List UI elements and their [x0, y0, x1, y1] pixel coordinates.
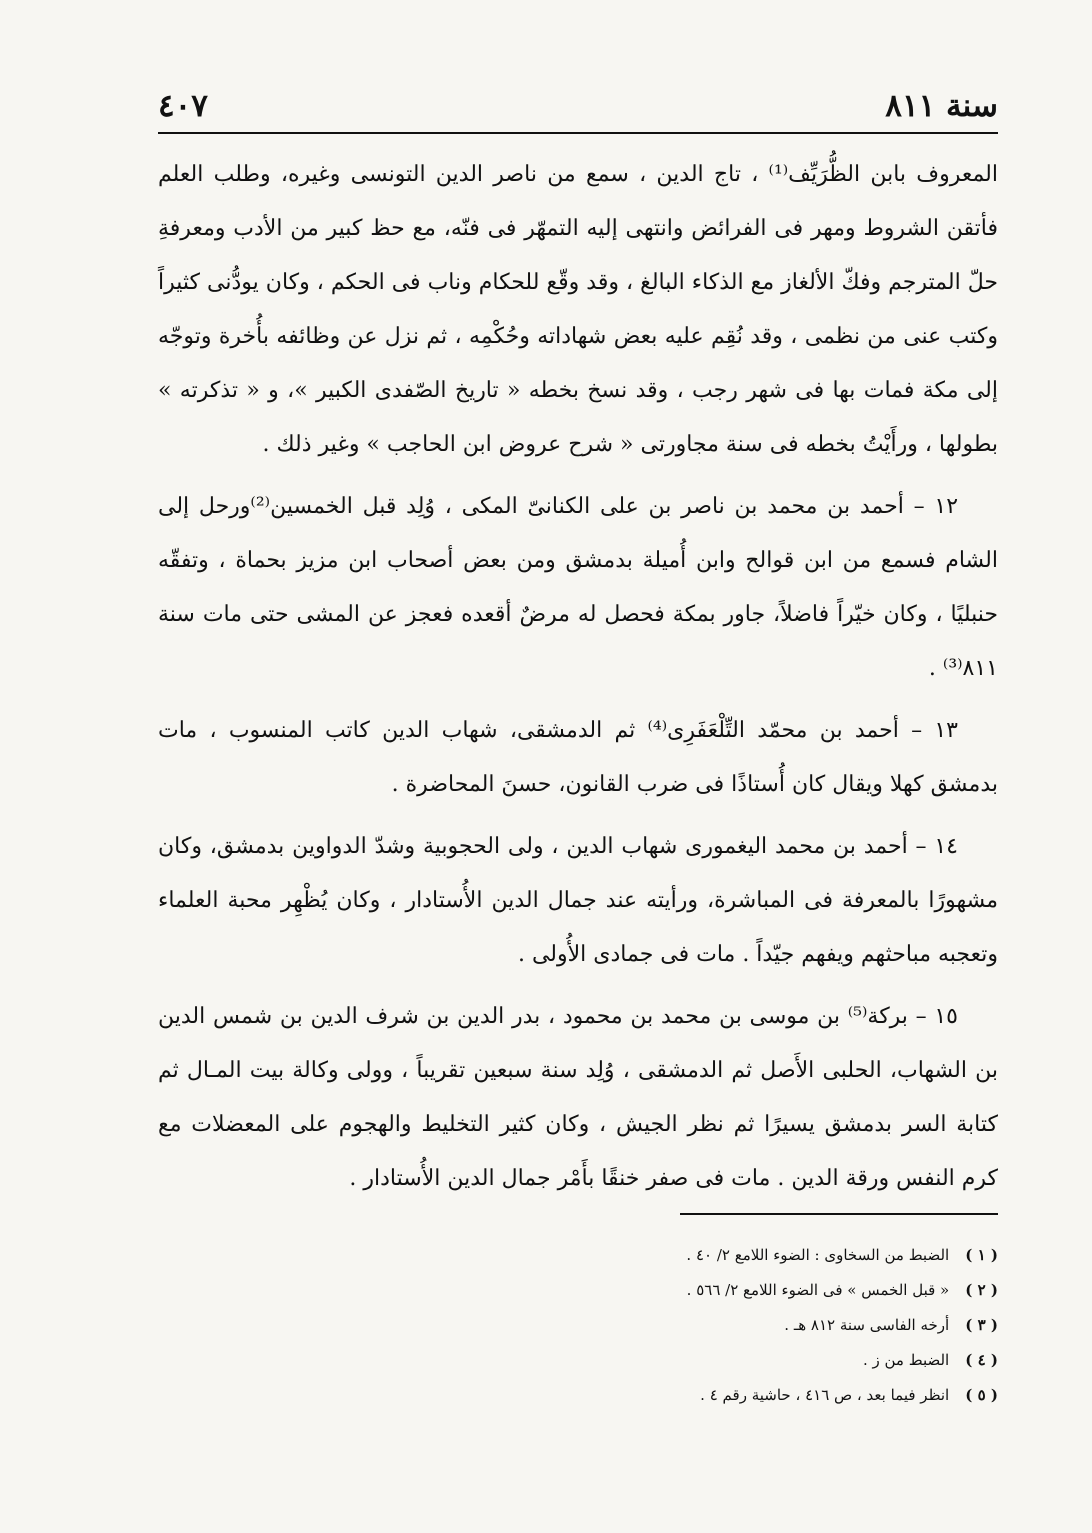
- running-header: [158, 82, 998, 134]
- footnote-number: ( ٥ ): [965, 1386, 998, 1404]
- biography-entry-15: ١٥ – بركة⁽⁵⁾ بن موسى بن محمد بن محمود ، بدر الدين بن شرف الدين بن شمس الدين بن الشهاب، الحلبى الأَصل ثم الدمشقى ، وُلِد سنة سبعين تقريباً ، وولى وكالة بيت المـال ثم كتابة السر بدمشق يسيرًا ثم نظر الجيش ، وكان كثير التخليط والهجوم على المعضلات مع كرم النفس ورقة الدين . مات فى صفر خنقًا بأَمْر جمال الدين الأُستادار .: [158, 1004, 998, 1191]
- year-heading: سنة ٨١١: [885, 88, 998, 124]
- biography-entry-14: ١٤ – أحمد بن محمد اليغمورى شهاب الدين ، ولى الحجوبية وشدّ الدواوين بدمشق، وكان مشهورًا بالمعرفة فى المباشرة، ورأيته عند جمال الدين الأُستادار ، وكان يُظْهِر محبة العلماء وتعجبه مباحثهم ويفهم جيّداً . مات فى جمادى الأُولى .: [158, 834, 998, 967]
- footnote-text: أرخه الفاسى سنة ٨١٢ هـ .: [784, 1316, 950, 1334]
- paragraph-continuation: المعروف بابن الظُّرَيِّف⁽¹⁾ ، تاج الدين ، سمع من ناصر الدين التونسى وغيره، وطلب العلم فأتقن الشروط ومهر فى الفرائض وانتهى إليه التمهّر فى فنّه، مع حظ كبير من الأدب ومعرفةِ حلّ المترجم وفكّ الألغاز مع الذكاء البالغ ، وقد وقّع للحكام وناب فى الحكم ، وكان يودُّنى كثيراً وكتب عنى من نظمى ، وقد نُقِم عليه بعض شهاداته وحُكْمِه ، ثم نزل عن وظائفه بأُخرة وتوجّه إلى مكة فمات بها فى شهر رجب ، وقد نسخ بخطه « تاريخ الصّفدى الكبير »، و « تذكرته » بطولها ، ورأَيْتُ بخطه فى سنة مجاورتى « شرح عروض ابن الحاجب » وغير ذلك .: [158, 162, 999, 457]
- page-number: ٤٠٧: [158, 88, 208, 124]
- biography-entry-12: ١٢ – أحمد بن محمد بن ناصر بن على الكنانىّ المكى ، وُلِد قبل الخمسين⁽²⁾ورحل إلى الشام فسمع من ابن قوالح وابن أُميلة بدمشق ومن بعض أصحاب ابن مزيز بحماة ، وتفقّه حنبليًا ، وكان خيّراً فاضلاً، جاور بمكة فحصل له مرضٌ أقعده فعجز عن المشى حتى مات سنة ٨١١⁽³⁾ .: [158, 494, 998, 681]
- footnotes: [438, 1238, 998, 1413]
- main-text: [158, 148, 998, 1214]
- footnote: [438, 1378, 998, 1413]
- footnote: [438, 1308, 998, 1343]
- footnote-number: ( ١ ): [965, 1246, 998, 1264]
- biography-entry-13: ١٣ – أحمد بن محمّد التِّلْعَفَرِى⁽⁴⁾ ثم الدمشقى، شهاب الدين كاتب المنسوب ، مات بدمشق كهلا ويقال كان أُستاذًا فى ضرب القانون، حسنَ المحاضرة .: [158, 718, 998, 797]
- footnote-text: الضبط من ز .: [862, 1351, 950, 1369]
- footnote: [438, 1238, 998, 1273]
- footnote-separator: [680, 1213, 998, 1215]
- footnote: [438, 1273, 998, 1308]
- footnote-number: ( ٣ ): [965, 1316, 998, 1334]
- footnote-number: ( ٢ ): [965, 1281, 998, 1299]
- footnote-text: انظر فيما بعد ، ص ٤١٦ ، حاشية رقم ٤ .: [700, 1386, 950, 1404]
- footnote: [438, 1343, 998, 1378]
- footnote-text: الضبط من السخاوى : الضوء اللامع ٢/ ٤٠ .: [686, 1246, 950, 1264]
- footnote-number: ( ٤ ): [965, 1351, 998, 1369]
- footnote-text: « قبل الخمس » فى الضوء اللامع ٢/ ٥٦٦ .: [686, 1281, 950, 1299]
